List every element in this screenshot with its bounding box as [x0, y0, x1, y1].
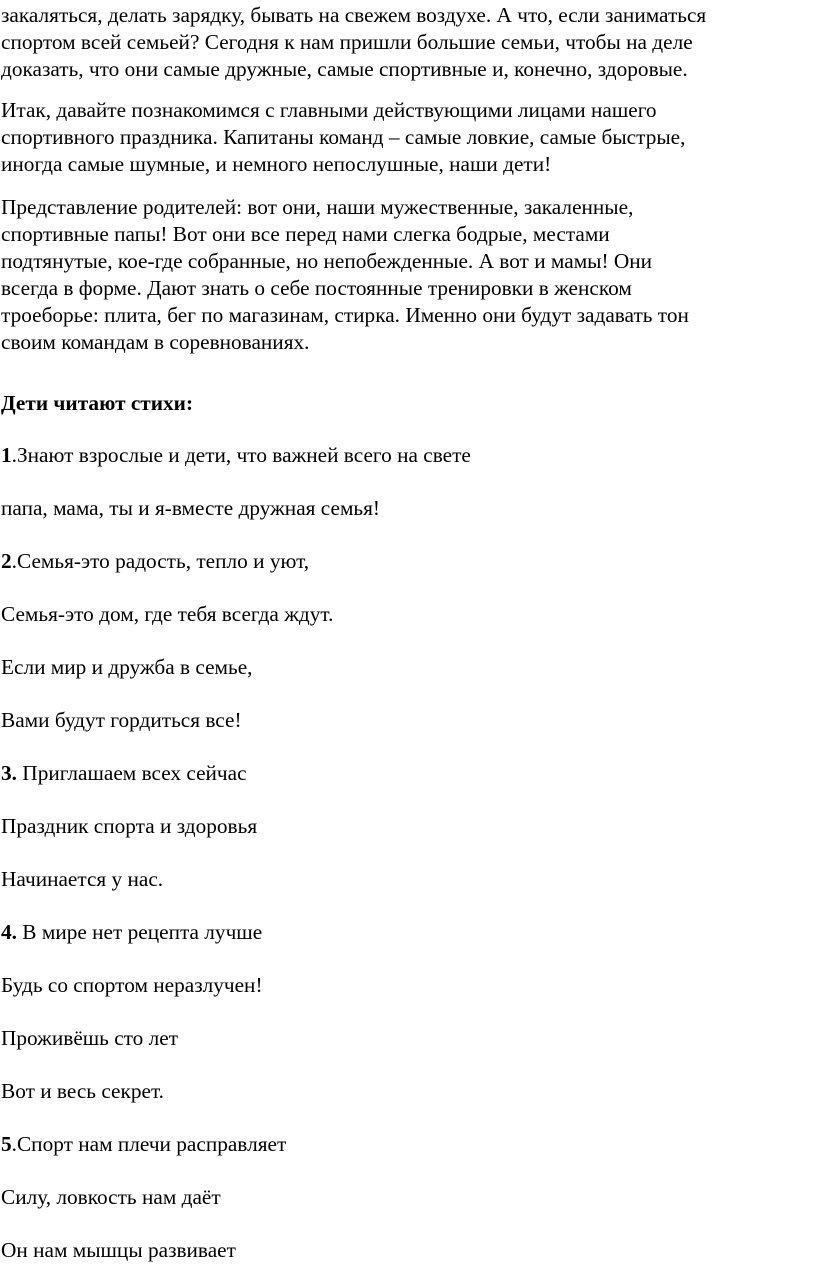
paragraph-captains: [1, 97, 813, 178]
text-line: Представление родителей: вот они, наши мужественные, закаленные,: [1, 195, 634, 219]
poem-line: [1, 972, 263, 999]
paragraph-intro: [1, 2, 813, 83]
poem-line: [1, 1131, 286, 1158]
poem-text: Проживёшь сто лет: [1, 1026, 179, 1050]
poem-line: [1, 760, 247, 787]
text-line: всегда в форме. Дают знать о себе постоянные тренировки в женском: [1, 276, 632, 300]
text-line: спортом всей семьей? Сегодня к нам пришли большие семьи, чтобы на деле: [1, 30, 693, 54]
poem-line: [1, 1025, 178, 1052]
text-line: Итак, давайте познакомимся с главными действующими лицами нашего: [1, 98, 657, 122]
poem-text: .Знают взрослые и дети, что важней всего на свете: [11, 443, 471, 467]
poem-line: [1, 654, 253, 681]
poem-text: Будь со спортом неразлучен!: [1, 973, 263, 997]
poem-line: [1, 548, 309, 575]
section-heading: Дети читают стихи:: [1, 391, 194, 415]
poem-text: .Спорт нам плечи расправляет: [11, 1132, 287, 1156]
poem-text: Вами будут гордиться все!: [1, 708, 242, 732]
poem-line: [1, 1078, 164, 1105]
text-line: закаляться, делать зарядку, бывать на свежем воздухе. А что, если заниматься: [1, 3, 707, 27]
poem-text: Начинается у нас.: [1, 867, 164, 891]
poem-line: [1, 866, 163, 893]
poem-text: Приглашаем всех сейчас: [16, 761, 247, 785]
poem-line: [1, 919, 262, 946]
poem-text: Вот и весь секрет.: [1, 1079, 164, 1103]
poem-text: Если мир и дружба в семье,: [1, 655, 253, 679]
text-line: спортивные папы! Вот они все перед нами слегка бодрые, местами: [1, 222, 610, 246]
text-line: иногда самые шумные, и немного непослушные, наши дети!: [1, 152, 552, 176]
text-line: доказать, что они самые дружные, самые спортивные и, конечно, здоровые.: [1, 57, 688, 81]
poem-line: [1, 707, 242, 734]
stanza-number: 1: [1, 443, 12, 467]
stanza-number: 4.: [1, 920, 17, 944]
poem-line: [1, 813, 257, 840]
text-line: своим командам в соревнованиях.: [1, 330, 310, 354]
poem-text: .Семья-это радость, тепло и уют,: [11, 549, 310, 573]
text-line: троеборье: плита, бег по магазинам, стирка. Именно они будут задавать тон: [1, 303, 689, 327]
poem-text: Силу, ловкость нам даёт: [1, 1185, 221, 1209]
text-line: спортивного праздника. Капитаны команд – самые ловкие, самые быстрые,: [1, 125, 686, 149]
poem-text: Праздник спорта и здоровья: [1, 814, 258, 838]
stanza-number: 3.: [1, 761, 17, 785]
poem-line: [1, 495, 380, 522]
stanza-number: 2: [1, 549, 12, 573]
stanza-number: 5: [1, 1132, 12, 1156]
poem-text: Семья-это дом, где тебя всегда ждут.: [1, 602, 334, 626]
paragraph-parents: [1, 194, 813, 356]
poem-line: [1, 601, 333, 628]
poem-line: [1, 1237, 236, 1264]
poem-text: В мире нет рецепта лучше: [16, 920, 263, 944]
text-line: подтянутые, кое-где собранные, но непобежденные. А вот и мамы! Они: [1, 249, 653, 273]
poem-text: Он нам мышцы развивает: [1, 1238, 236, 1262]
poem-text: папа, мама, ты и я-вместе дружная семья!: [1, 496, 381, 520]
poem-line: [1, 1184, 221, 1211]
poem-line: [1, 442, 471, 469]
